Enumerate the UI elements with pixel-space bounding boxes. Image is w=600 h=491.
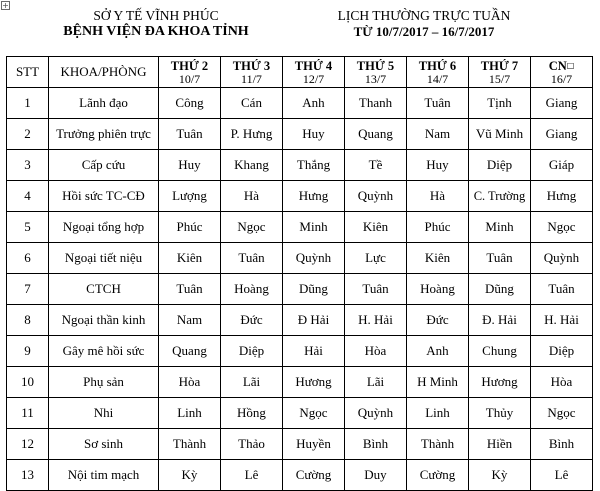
row-stt: 11 [7,398,49,429]
duty-cell: Hải [283,336,345,367]
duty-cell: Hòa [159,367,221,398]
duty-cell: C. Trường [469,181,531,212]
duty-cell: Khang [221,150,283,181]
duty-cell: Minh [469,212,531,243]
table-body [7,88,593,491]
duty-cell: Quỳnh [283,243,345,274]
row-dept: CTCH [49,274,159,305]
duty-cell: Lãi [345,367,407,398]
duty-cell: Tuân [469,243,531,274]
duty-cell: H. Hải [345,305,407,336]
duty-cell: Cán [221,88,283,119]
duty-cell: Kỳ [159,460,221,491]
duty-cell: Tuân [159,274,221,305]
duty-cell: Giáp [531,150,593,181]
row-dept: Phụ sản [49,367,159,398]
duty-cell: Tuân [407,88,469,119]
column-header-day: CN□ 16/7 [531,57,593,88]
duty-cell: Duy [345,460,407,491]
header-row [7,57,593,88]
row-dept: Gây mê hồi sức [49,336,159,367]
duty-cell: Hòa [345,336,407,367]
duty-cell: Quang [345,119,407,150]
duty-cell: Tuân [531,274,593,305]
duty-cell: Hồng [221,398,283,429]
table-row [7,336,593,367]
column-header-stt: STT [7,57,49,88]
column-header-day: THỨ 7 15/7 [469,57,531,88]
duty-cell: Dũng [283,274,345,305]
column-header-dept: KHOA/PHÒNG [49,57,159,88]
duty-cell: Ngọc [221,212,283,243]
column-header-day: THỨ 6 14/7 [407,57,469,88]
duty-cell: Giang [531,88,593,119]
duty-cell: Đức [407,305,469,336]
duty-cell: Đ Hải [283,305,345,336]
duty-cell: P. Hưng [221,119,283,150]
duty-cell: Anh [283,88,345,119]
duty-cell: Nam [159,305,221,336]
row-stt: 8 [7,305,49,336]
duty-cell: Hương [283,367,345,398]
row-stt: 12 [7,429,49,460]
table-row [7,150,593,181]
duty-cell: Hòa [531,367,593,398]
duty-cell: Cường [407,460,469,491]
duty-cell: Đức [221,305,283,336]
column-header-day: THỨ 4 12/7 [283,57,345,88]
table-row [7,88,593,119]
duty-cell: Chung [469,336,531,367]
duty-cell: Huy [283,119,345,150]
duty-cell: Diệp [531,336,593,367]
row-stt: 13 [7,460,49,491]
row-dept: Cấp cứu [49,150,159,181]
row-stt: 3 [7,150,49,181]
row-dept: Trưởng phiên trực [49,119,159,150]
table-row [7,274,593,305]
duty-cell: Thảo [221,429,283,460]
duty-cell: Kiên [407,243,469,274]
duty-cell: Bình [345,429,407,460]
table-row [7,398,593,429]
row-stt: 10 [7,367,49,398]
duty-cell: Linh [407,398,469,429]
duty-cell: Hoàng [221,274,283,305]
duty-cell: Quang [159,336,221,367]
table-row [7,305,593,336]
duty-cell: Thắng [283,150,345,181]
duty-cell: Đ. Hải [469,305,531,336]
duty-cell: Kỳ [469,460,531,491]
row-stt: 6 [7,243,49,274]
row-stt: 7 [7,274,49,305]
duty-cell: Vũ Minh [469,119,531,150]
duty-cell: Tuân [159,119,221,150]
header-right [300,8,548,40]
duty-cell: Hoàng [407,274,469,305]
duty-cell: Tề [345,150,407,181]
duty-cell: Ngọc [531,212,593,243]
duty-cell: Hưng [283,181,345,212]
table-row [7,429,593,460]
duty-cell: Thành [159,429,221,460]
row-dept: Hồi sức TC-CĐ [49,181,159,212]
duty-cell: Thủy [469,398,531,429]
duty-cell: Dũng [469,274,531,305]
hospital-name: BỆNH VIỆN ĐA KHOA TỈNH [63,24,249,39]
duty-cell: Cường [283,460,345,491]
duty-cell: Bình [531,429,593,460]
duty-cell: Linh [159,398,221,429]
row-stt: 1 [7,88,49,119]
duty-cell: Lực [345,243,407,274]
duty-cell: Huyền [283,429,345,460]
row-stt: 4 [7,181,49,212]
row-dept: Nội tim mạch [49,460,159,491]
duty-cell: Ngọc [531,398,593,429]
duty-cell: Phúc [159,212,221,243]
column-header-day: THỨ 2 10/7 [159,57,221,88]
duty-cell: Hà [407,181,469,212]
row-dept: Ngoại thần kinh [49,305,159,336]
duty-cell: Minh [283,212,345,243]
duty-cell: Hiền [469,429,531,460]
duty-cell: H. Hải [531,305,593,336]
duty-cell: Hà [221,181,283,212]
row-stt: 5 [7,212,49,243]
table-row [7,181,593,212]
row-stt: 9 [7,336,49,367]
duty-cell: Quỳnh [345,398,407,429]
document-title: LỊCH THƯỜNG TRỰC TUẦN [337,8,511,23]
row-dept: Ngoại tổng hợp [49,212,159,243]
row-dept: Nhi [49,398,159,429]
duty-cell: Diệp [221,336,283,367]
column-header-day: THỨ 3 11/7 [221,57,283,88]
duty-cell: Công [159,88,221,119]
duty-cell: Thành [407,429,469,460]
duty-cell: Lượng [159,181,221,212]
duty-cell: Lê [531,460,593,491]
duty-cell: Huy [159,150,221,181]
duty-cell: Nam [407,119,469,150]
table-anchor-icon[interactable]: + [2,1,9,10]
date-range: TỪ 10/7/2017 – 16/7/2017 [353,24,495,39]
table-row [7,243,593,274]
duty-cell: Lãi [221,367,283,398]
duty-cell: Tịnh [469,88,531,119]
table-row [7,119,593,150]
duty-roster-table [6,56,593,491]
row-dept: Ngoại tiết niệu [49,243,159,274]
header-left [46,8,266,40]
row-dept: Lãnh đạo [49,88,159,119]
duty-cell: Lê [221,460,283,491]
duty-cell: Quỳnh [531,243,593,274]
duty-cell: Hưng [531,181,593,212]
table-row [7,460,593,491]
duty-cell: Huy [407,150,469,181]
duty-cell: Kiên [345,212,407,243]
duty-cell: Anh [407,336,469,367]
duty-cell: Diệp [469,150,531,181]
org-name: SỞ Y TẾ VĨNH PHÚC [93,8,219,23]
duty-cell: Quỳnh [345,181,407,212]
duty-cell: Kiên [159,243,221,274]
duty-cell: Tuân [221,243,283,274]
duty-cell: Thanh [345,88,407,119]
duty-cell: Ngọc [283,398,345,429]
duty-cell: Phúc [407,212,469,243]
table-row [7,212,593,243]
row-dept: Sơ sinh [49,429,159,460]
duty-cell: H Minh [407,367,469,398]
resize-handle-icon: □ [566,60,575,70]
row-stt: 2 [7,119,49,150]
table-row [7,367,593,398]
duty-cell: Tuân [345,274,407,305]
duty-cell: Giang [531,119,593,150]
column-header-day: THỨ 5 13/7 [345,57,407,88]
duty-cell: Hương [469,367,531,398]
